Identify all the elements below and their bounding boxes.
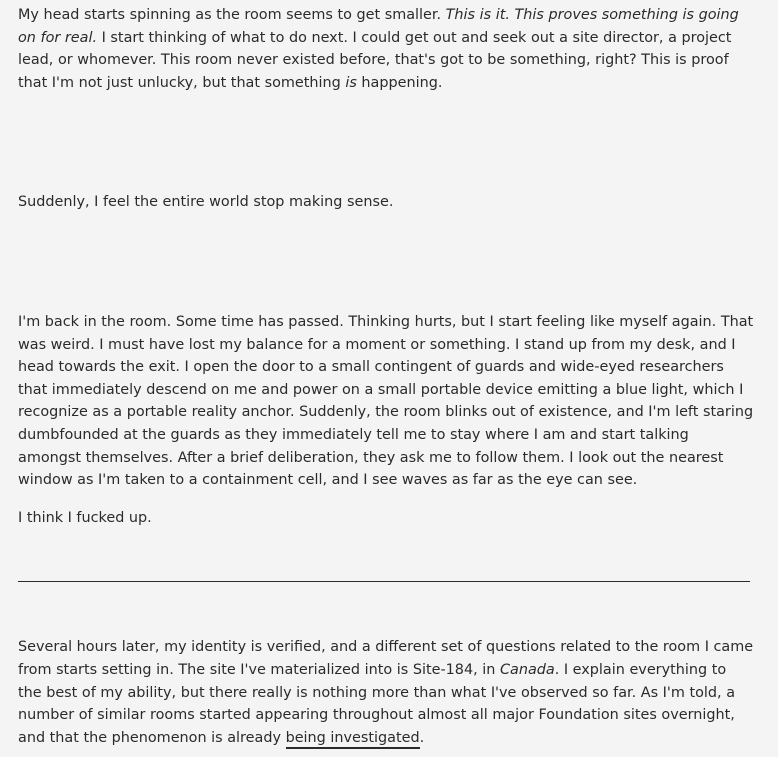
italic-text: is (345, 74, 357, 91)
text: Several hours later, my identity is verified, and a different set of questions related to the room I came from starts setting in. The site I've materialized into is Site-184, in (18, 639, 754, 678)
paragraph-world-stop: Suddenly, I feel the entire world stop making sense. (18, 194, 394, 211)
text: . I explain everything to the best of my ability, but there really is nothing more than what I've observed so far. As I'm told, a number of similar rooms started appearing throughout almost all major Foundation sites overnight, and that the phenomenon is already (18, 661, 736, 746)
text: I start thinking of what to do next. I could get out and seek out a site director, a project lead, or whomever. This room never existed before, that's got to be something, right? This is proof that I'm not just unlucky, but that something (18, 29, 732, 91)
paragraph-hours-later (18, 636, 754, 749)
paragraph-back-in-room: I'm back in the room. Some time has passed. Thinking hurts, but I start feeling like myself again. That was weird. I must have lost my balance for a moment or something. I stand up from my desk, and I head towards the exit. I open the door to a small contingent of guards and wide-eyed researchers that immediately descend on me and power on a small portable device emitting a blue light, which I recognize as a portable reality anchor. Suddenly, the room blinks out of existence, and I'm left staring dumbfounded at the guards as they immediately tell me to stay where I am and start talking amongst themselves. After a brief deliberation, they ask me to follow them. I look out the nearest window as I'm taken to a containment cell, and I see waves as far as the eye can see. (18, 313, 754, 489)
being-investigated-link[interactable]: being investigated (286, 730, 420, 749)
story-body (18, 4, 754, 749)
italic-text: Canada (499, 661, 555, 678)
text: . (419, 729, 425, 746)
text: My head starts spinning as the room seems to get smaller. (18, 7, 446, 23)
paragraph-fucked-up: I think I fucked up. (18, 509, 152, 526)
italic-text: This is it. This proves something is going on for real. (18, 7, 739, 46)
section-divider (18, 581, 750, 582)
paragraph-realization (18, 4, 754, 94)
text: happening. (356, 74, 443, 91)
